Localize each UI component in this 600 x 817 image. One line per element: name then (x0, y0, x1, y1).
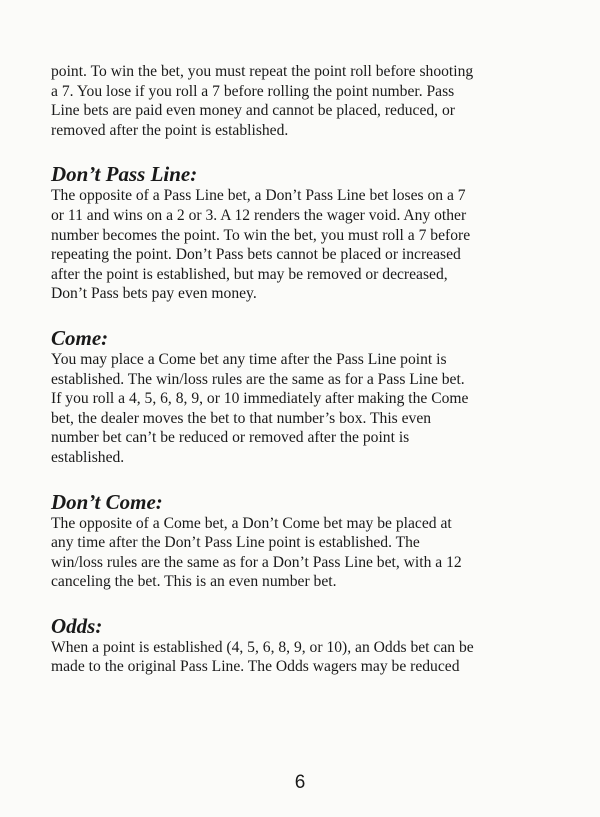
paragraph-line: If you roll a 4, 5, 6, 8, 9, or 10 immediately after making the Come (51, 390, 469, 408)
section-come (51, 326, 561, 468)
paragraph-line: win/loss rules are the same as for a Don’t Pass Line bet, with a 12 (51, 553, 462, 571)
paragraph-line: made to the original Pass Line. The Odds wagers may be reduced (51, 658, 460, 676)
paragraph-line: removed after the point is established. (51, 121, 289, 139)
section-heading: Odds: (51, 613, 103, 638)
paragraph-line: after the point is established, but may be removed or decreased, (51, 265, 448, 283)
section-heading: Don’t Come: (51, 489, 163, 514)
section-odds (51, 614, 561, 677)
manual-page (51, 62, 561, 677)
section-paragraph (51, 350, 561, 468)
paragraph-line: established. The win/loss rules are the same as for a Pass Line bet. (51, 370, 465, 388)
paragraph-line: You may place a Come bet any time after the Pass Line point is (51, 350, 447, 368)
section-dont-come (51, 490, 561, 592)
page-number: 6 (294, 772, 306, 793)
paragraph-line: or 11 and wins on a 2 or 3. A 12 renders the wager void. Any other (51, 206, 467, 224)
section-paragraph (51, 638, 561, 677)
paragraph-line: Line bets are paid even money and cannot be placed, reduced, or (51, 102, 455, 120)
paragraph-line: The opposite of a Come bet, a Don’t Come bet may be placed at (51, 514, 452, 532)
section-heading: Don’t Pass Line: (51, 162, 198, 187)
paragraph-line: number becomes the point. To win the bet, you must roll a 7 before (51, 226, 471, 244)
paragraph-line: any time after the Don’t Pass Line point is established. The (51, 534, 420, 552)
paragraph-line: bet, the dealer moves the bet to that number’s box. This even (51, 409, 432, 427)
paragraph-line: number bet can’t be reduced or removed after the point is (51, 429, 410, 447)
paragraph-line: repeating the point. Don’t Pass bets cannot be placed or increased (51, 246, 461, 264)
paragraph-line: The opposite of a Pass Line bet, a Don’t Pass Line bet loses on a 7 (51, 187, 466, 205)
intro-paragraph (51, 62, 561, 140)
section-heading: Come: (51, 325, 109, 350)
paragraph-line: point. To win the bet, you must repeat the point roll before shooting (51, 63, 474, 80)
section-paragraph (51, 186, 561, 304)
paragraph-line: established. (51, 448, 125, 466)
section-paragraph (51, 514, 561, 592)
paragraph-line: When a point is established (4, 5, 6, 8, 9, or 10), an Odds bet can be (51, 638, 474, 656)
section-dont-pass-line (51, 162, 561, 304)
paragraph-line: canceling the bet. This is an even number bet. (51, 573, 337, 591)
paragraph-line: Don’t Pass bets pay even money. (51, 285, 257, 303)
paragraph-line: a 7. You lose if you roll a 7 before rolling the point number. Pass (51, 82, 455, 100)
